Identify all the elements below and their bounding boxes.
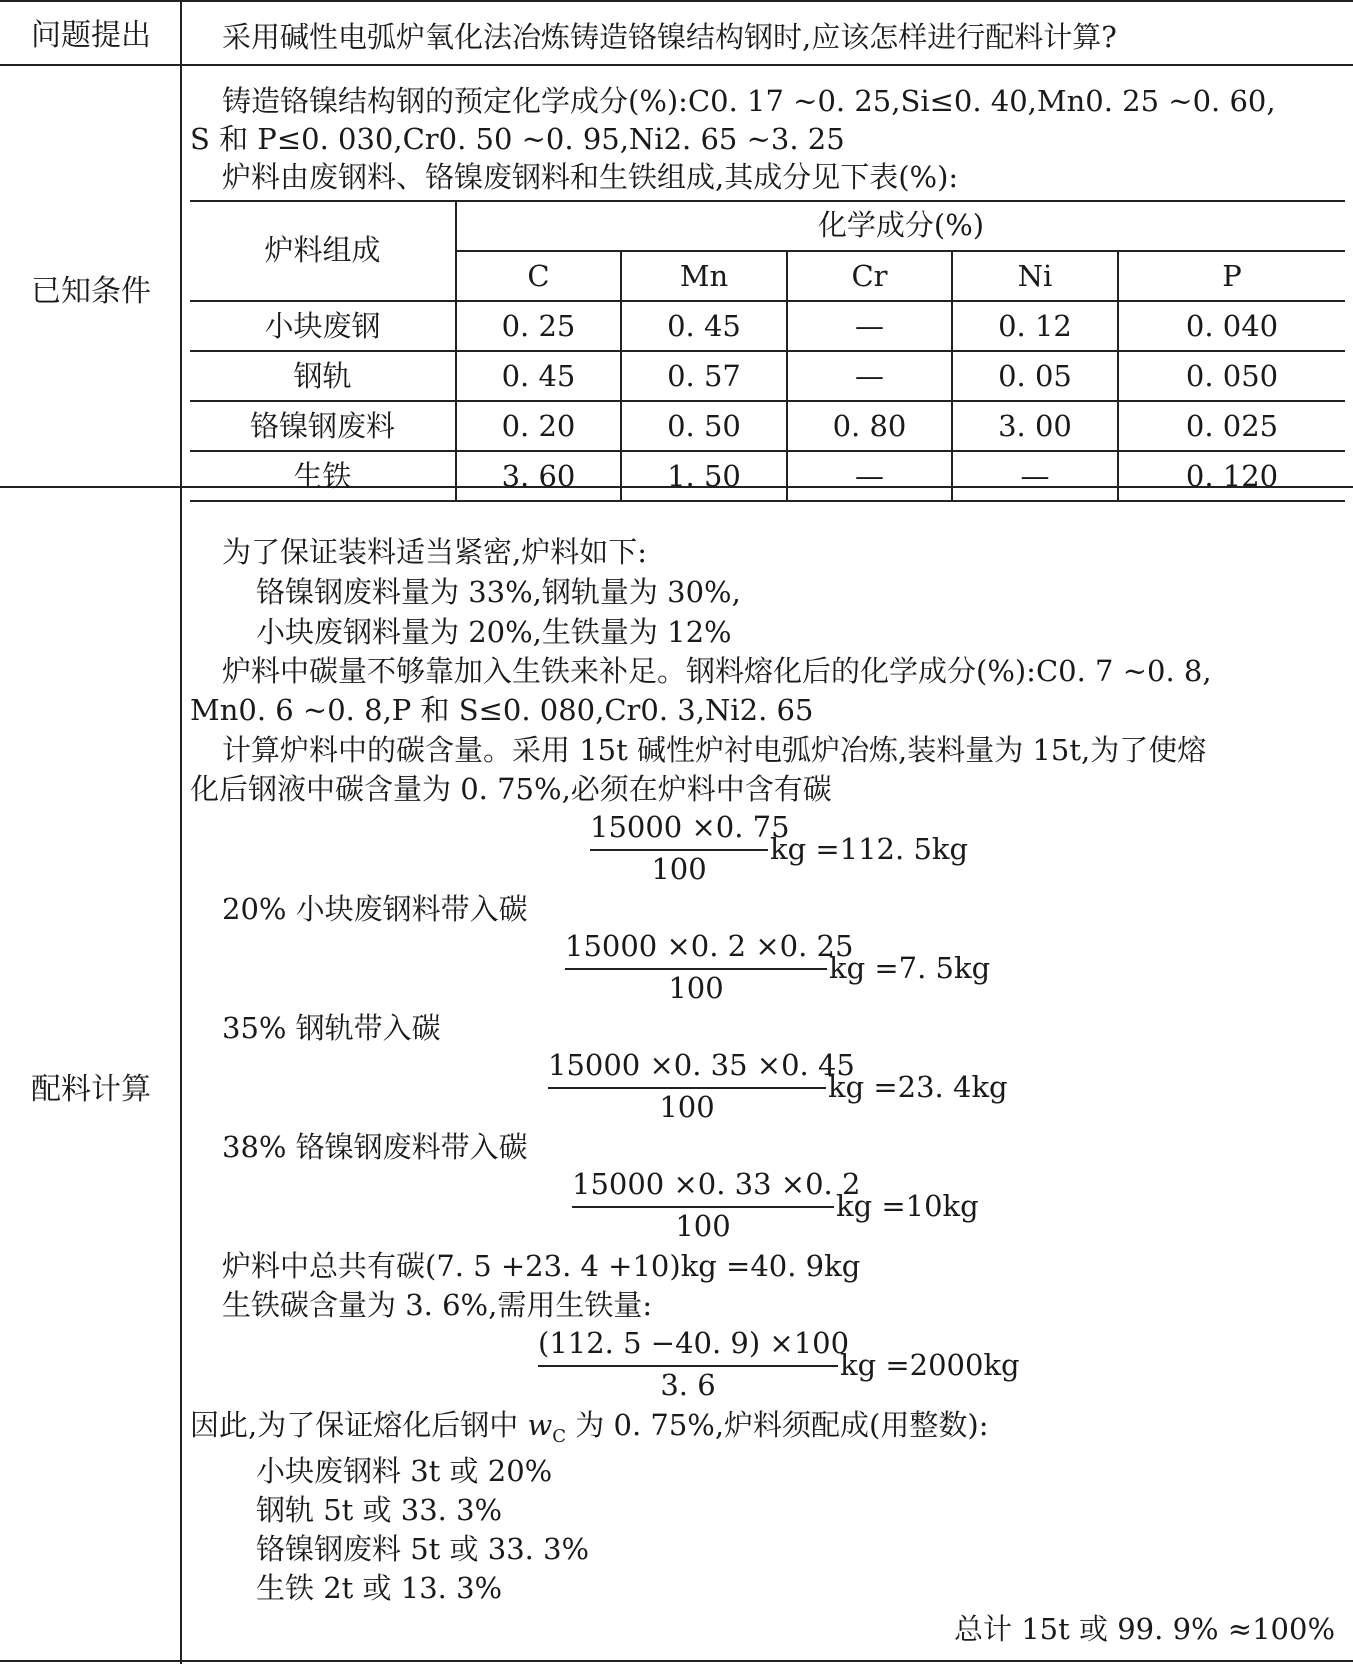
calc-p6: 20% 小块废钢料带入碳 [222, 892, 528, 926]
formula-total-carbon [590, 810, 990, 890]
composition-table-rule-bottom [190, 500, 1345, 502]
formula-rail-carbon [548, 1048, 1018, 1128]
table-rule-1 [0, 64, 1353, 66]
row-label-question: 问题提出 [31, 18, 151, 53]
calc-p4a: 炉料中碳量不够靠加入生铁来补足。钢料熔化后的化学成分(%):C0. 7 ~0. 8, [222, 654, 1212, 688]
list-item: 钢轨 5t 或 33. 3% [256, 1493, 503, 1527]
mass-fraction-w: w [527, 1408, 553, 1442]
table-row-name: 生铁 [293, 459, 352, 493]
table-cell: 3. 00 [998, 409, 1072, 443]
formula-numerator: 15000 ×0. 35 ×0. 45 [548, 1048, 855, 1082]
table-cell: — [855, 309, 884, 343]
table-cell: 1. 50 [667, 459, 741, 493]
fraction-bar [590, 849, 768, 851]
calc-p11 [190, 1406, 988, 1456]
calc-p11-start: 因此,为了保证熔化后钢中 [190, 1408, 519, 1442]
calc-p9: 炉料中总共有碳(7. 5 +23. 4 +10)kg =40. 9kg [222, 1249, 861, 1283]
list-item: 铬镍钢废料 5t 或 33. 3% [256, 1532, 590, 1566]
calc-p7: 35% 钢轨带入碳 [222, 1011, 441, 1045]
calc-p4b: Mn0. 6 ~0. 8,P 和 S≤0. 080,Cr0. 3,Ni2. 65 [190, 693, 814, 727]
fraction-bar [565, 968, 827, 970]
calc-p8: 38% 铬镍钢废料带入碳 [222, 1130, 528, 1164]
formula-crni-carbon [572, 1167, 1002, 1247]
table-cell: — [855, 359, 884, 393]
formula-result: kg =7. 5kg [829, 951, 991, 985]
formula-denominator: 3. 6 [660, 1368, 716, 1402]
list-item: 小块废钢料 3t 或 20% [256, 1454, 553, 1488]
formula-denominator: 100 [668, 971, 724, 1005]
table-row-name: 铬镍钢废料 [249, 409, 395, 443]
calc-p10: 生铁碳含量为 3. 6%,需用生铁量: [222, 1288, 653, 1322]
table-cell: 3. 60 [501, 459, 576, 493]
table-col-header: Cr [851, 259, 888, 293]
known-line-1: 铸造铬镍结构钢的预定化学成分(%):C0. 17 ~0. 25,Si≤0. 40,Mn0. 25 ~0. 60, [222, 84, 1276, 118]
table-cell: 0. 45 [501, 359, 576, 393]
fraction-bar [572, 1206, 834, 1208]
list-item: 生铁 2t 或 13. 3% [256, 1571, 503, 1605]
calc-p2: 铬镍钢废料量为 33%,钢轨量为 30%, [256, 575, 741, 609]
table-corner-header: 炉料组成 [264, 233, 381, 267]
known-line-3: 炉料由废钢料、铬镍废钢料和生铁组成,其成分见下表(%): [222, 160, 959, 194]
table-cell: 0. 12 [998, 309, 1072, 343]
formula-result: kg =112. 5kg [770, 832, 969, 866]
calc-p1: 为了保证装料适当紧密,炉料如下: [222, 535, 647, 569]
table-row-name: 钢轨 [293, 359, 352, 393]
table-cell: — [1020, 459, 1050, 493]
table-cell: 0. 050 [1185, 359, 1279, 393]
table-row-name: 小块废钢 [264, 309, 381, 343]
formula-numerator: 15000 ×0. 2 ×0. 25 [565, 929, 854, 963]
calc-total: 总计 15t 或 99. 9% ≈100% [954, 1612, 1335, 1646]
table-cell: 0. 80 [832, 409, 907, 443]
row-label-known: 已知条件 [31, 274, 151, 309]
calc-p3: 小块废钢料量为 20%,生铁量为 12% [256, 615, 732, 649]
calc-p5b: 化后钢液中碳含量为 0. 75%,必须在炉料中含有碳 [190, 772, 832, 806]
table-cell: 0. 040 [1185, 309, 1279, 343]
row-label-calc: 配料计算 [31, 1072, 151, 1107]
table-col-header: Mn [679, 259, 729, 293]
table-cell: — [855, 459, 884, 493]
formula-denominator: 100 [659, 1090, 715, 1124]
table-cell: 0. 05 [998, 359, 1072, 393]
known-line-2: S 和 P≤0. 030,Cr0. 50 ~0. 95,Ni2. 65 ~3. 25 [190, 122, 845, 156]
formula-denominator: 100 [651, 852, 707, 886]
formula-denominator: 100 [675, 1209, 731, 1243]
table-cell: 0. 57 [667, 359, 741, 393]
fraction-bar [548, 1087, 826, 1089]
composition-table [190, 200, 1345, 502]
table-cell: 0. 025 [1185, 409, 1279, 443]
formula-result: kg =2000kg [840, 1348, 1020, 1382]
table-cell: 0. 20 [501, 409, 576, 443]
formula-numerator: 15000 ×0. 33 ×0. 2 [572, 1167, 861, 1201]
calc-p5a: 计算炉料中的碳含量。采用 15t 碱性炉衬电弧炉冶炼,装料量为 15t,为了使熔 [222, 733, 1207, 767]
mass-fraction-subscript: C [552, 1425, 567, 1447]
formula-numerator: 15000 ×0. 75 [590, 810, 790, 844]
table-cell: 0. 25 [501, 309, 576, 343]
table-cell: 0. 45 [667, 309, 741, 343]
formula-result: kg =23. 4kg [828, 1070, 1008, 1104]
table-cell: 0. 50 [667, 409, 741, 443]
formula-result: kg =10kg [836, 1189, 979, 1223]
table-cell: 0. 120 [1185, 459, 1279, 493]
mass-fraction-symbol [527, 1408, 567, 1447]
table-col-header: Ni [1017, 259, 1053, 293]
table-rule-bottom [0, 1660, 1353, 1662]
table-col-header: C [527, 259, 550, 293]
formula-numerator: (112. 5 −40. 9) ×100 [538, 1326, 850, 1360]
table-column-divider [180, 0, 182, 1664]
formula-scrap-carbon [565, 929, 1015, 1009]
calc-p11-end: 为 0. 75%,炉料须配成(用整数): [575, 1408, 989, 1442]
question-text: 采用碱性电弧炉氧化法冶炼铸造铬镍结构钢时,应该怎样进行配料计算? [222, 20, 1117, 54]
formula-pig-iron [538, 1326, 1018, 1406]
table-col-header: P [1222, 259, 1242, 293]
table-rule-top [0, 0, 1353, 2]
table-group-header: 化学成分(%) [817, 208, 985, 242]
fraction-bar [538, 1365, 838, 1367]
